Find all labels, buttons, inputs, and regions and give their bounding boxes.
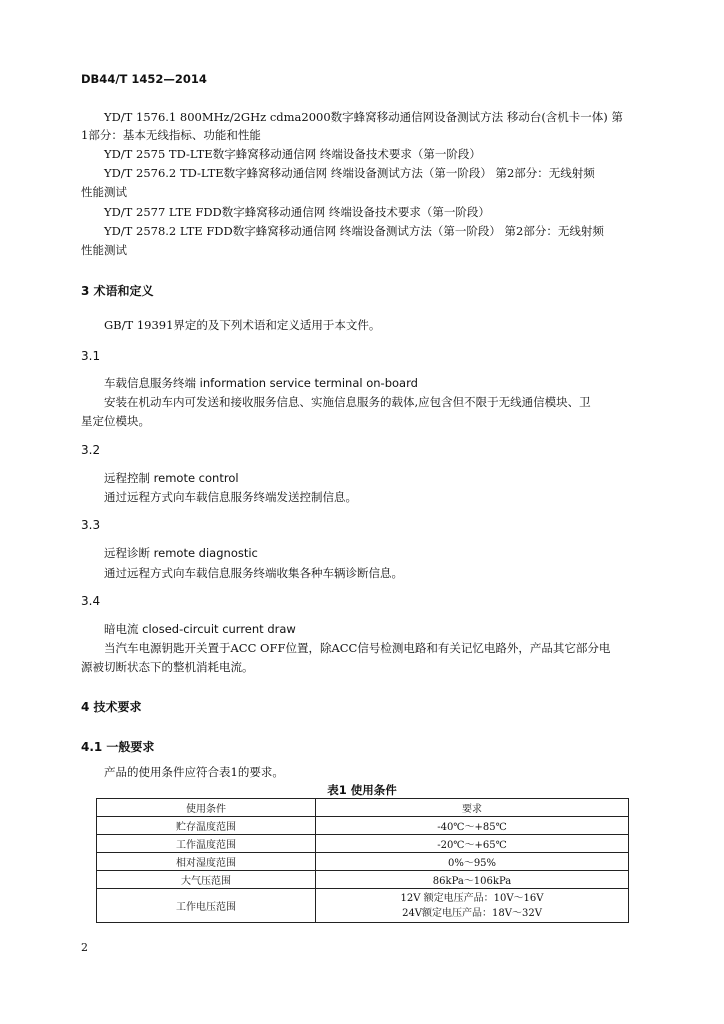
term-number: 3.3 bbox=[81, 518, 101, 532]
reference-line: YD/T 2577 LTE FDD数字蜂窝移动通信网 终端设备技术要求（第一阶段） bbox=[104, 205, 490, 219]
section-4-title: 4 技术要求 bbox=[81, 700, 142, 714]
term-heading: 远程诊断 remote diagnostic bbox=[104, 546, 258, 560]
condition-cell: 工作温度范围 bbox=[97, 835, 316, 853]
table-caption: 表1 使用条件 bbox=[327, 783, 397, 797]
requirement-cell: -20℃～+65℃ bbox=[316, 835, 629, 853]
term-heading: 远程控制 remote control bbox=[104, 471, 239, 485]
reference-line: YD/T 2575 TD-LTE数字蜂窝移动通信网 终端设备技术要求（第一阶段） bbox=[104, 147, 481, 161]
condition-cell: 相对湿度范围 bbox=[97, 853, 316, 871]
table-row bbox=[97, 853, 629, 871]
table-row bbox=[97, 835, 629, 853]
subsection-4-1-intro: 产品的使用条件应符合表1的要求。 bbox=[104, 765, 284, 779]
table-header-row bbox=[97, 799, 629, 817]
term-definition: 源被切断状态下的整机消耗电流。 bbox=[81, 660, 254, 674]
term-definition: 通过远程方式向车载信息服务终端收集各种车辆诊断信息。 bbox=[104, 566, 403, 580]
term-heading: 车载信息服务终端 information service terminal on-board bbox=[104, 376, 418, 390]
table-header-cell: 使用条件 bbox=[97, 799, 316, 817]
reference-line: 1部分：基本无线指标、功能和性能 bbox=[81, 128, 261, 142]
term-heading: 暗电流 closed-circuit current draw bbox=[104, 622, 296, 636]
reference-line: 性能测试 bbox=[81, 185, 127, 199]
subsection-4-1-title: 4.1 一般要求 bbox=[81, 740, 155, 754]
term-definition: 当汽车电源钥匙开关置于ACC OFF位置，除ACC信号检测电路和有关记忆电路外，产品其它部分电 bbox=[104, 641, 611, 655]
requirement-line: 12V 额定电压产品：10V～16V bbox=[400, 892, 544, 904]
condition-cell: 贮存温度范围 bbox=[97, 817, 316, 835]
requirement-line: 24V额定电压产品：18V～32V bbox=[402, 907, 542, 919]
requirement-cell: 86kPa～106kPa bbox=[316, 871, 629, 889]
table-row bbox=[97, 817, 629, 835]
condition-cell: 大气压范围 bbox=[97, 871, 316, 889]
term-definition: 安装在机动车内可发送和接收服务信息、实施信息服务的载体,应包含但不限于无线通信模块、卫 bbox=[104, 395, 591, 409]
term-number: 3.4 bbox=[81, 594, 101, 608]
reference-line: YD/T 2578.2 LTE FDD数字蜂窝移动通信网 终端设备测试方法（第一阶段） 第2部分：无线射频 bbox=[104, 224, 604, 238]
section-3-title: 3 术语和定义 bbox=[81, 284, 154, 298]
page-number: 2 bbox=[81, 941, 88, 954]
document-id-header: DB44/T 1452—2014 bbox=[81, 72, 207, 86]
condition-cell: 工作电压范围 bbox=[97, 889, 316, 923]
usage-conditions-table bbox=[96, 798, 629, 923]
term-number: 3.1 bbox=[81, 349, 101, 363]
requirement-cell: 0%～95% bbox=[316, 853, 629, 871]
reference-line: YD/T 2576.2 TD-LTE数字蜂窝移动通信网 终端设备测试方法（第一阶段） 第2部分：无线射频 bbox=[104, 166, 595, 180]
requirement-cell: -40℃～+85℃ bbox=[316, 817, 629, 835]
requirement-cell bbox=[316, 889, 629, 923]
reference-line: YD/T 1576.1 800MHz/2GHz cdma2000数字蜂窝移动通信网设备测试方法 移动台(含机卡一体) 第 bbox=[104, 110, 623, 124]
term-number: 3.2 bbox=[81, 443, 101, 457]
term-definition: 星定位模块。 bbox=[81, 414, 150, 428]
term-definition: 通过远程方式向车载信息服务终端发送控制信息。 bbox=[104, 490, 357, 504]
table-row bbox=[97, 871, 629, 889]
reference-line: 性能测试 bbox=[81, 243, 127, 257]
table-row bbox=[97, 889, 629, 923]
table-header-cell: 要求 bbox=[316, 799, 629, 817]
section-3-intro: GB/T 19391界定的及下列术语和定义适用于本文件。 bbox=[104, 318, 381, 332]
